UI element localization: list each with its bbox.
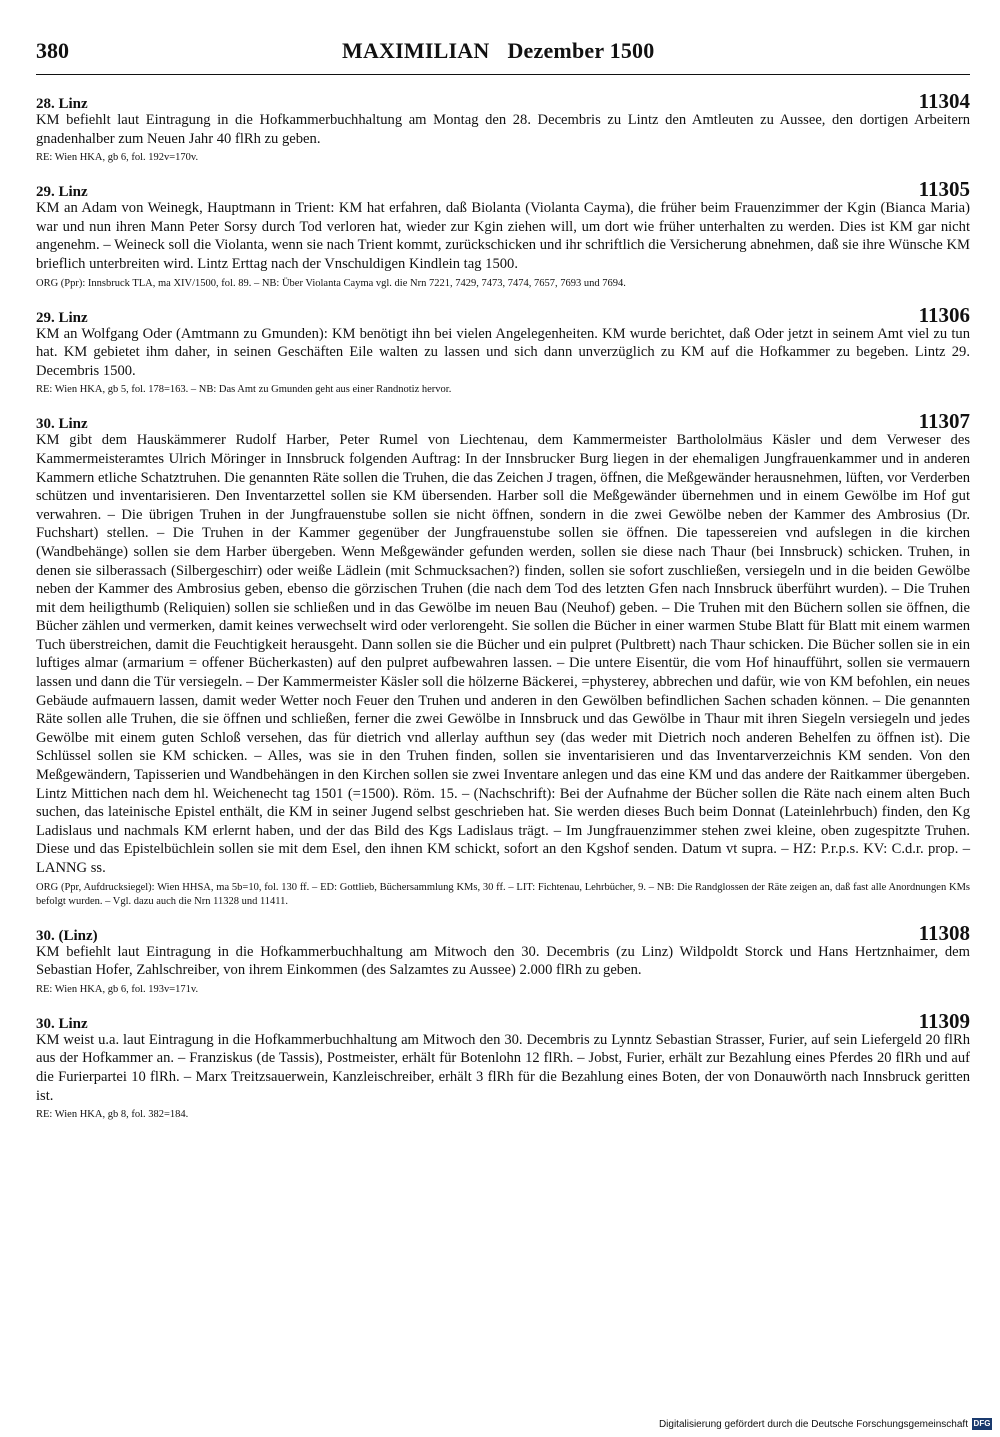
entry-source: RE: Wien HKA, gb 6, fol. 193v=171v. (36, 983, 199, 995)
entry-11306 (36, 303, 970, 398)
page-number: 380 (36, 38, 69, 63)
entry-11307 (36, 409, 970, 908)
entry-number: 11304 (918, 89, 970, 113)
entry-number: 11307 (918, 409, 970, 434)
entry-number: 11306 (918, 302, 970, 327)
entry-number: 11305 (918, 177, 970, 202)
entry-number: 11309 (918, 1008, 970, 1033)
entry-text: KM an Adam von Weinegk, Hauptmann in Trient: KM hat erfahren, daß Biolanta (Violanta Cayma), die früher beim Frauenzimmer der Kgin (Bianca Maria) war und nun ihren Mann Peter Sorsy durch Tod verloren hat, wieder zur Kgin ziehen will, um dort wie früher unterhalten zu werden. Dies ist KM gar nicht angenehm. – Weineck soll die Violanta, wenn sie nach Trient kommt, zurückschicken und ihr schriftlich die Versicherung abnehmen, daß sie ihre Wünsche KM brieflich unterbreiten wird. Lintz Erttag nach der Vnschuldigen Kindlein tag 1500. (36, 200, 970, 272)
page-header (36, 38, 970, 75)
entry-date-place: 30. Linz (36, 416, 88, 433)
entry-source: RE: Wien HKA, gb 6, fol. 192v=170v. (36, 152, 199, 164)
running-title (342, 38, 654, 64)
entry-date-place: 30. Linz (36, 1015, 88, 1032)
dfg-logo-icon: DFG (973, 1419, 991, 1428)
document-page (36, 38, 970, 1134)
entry-source: ORG (Ppr, Aufdrucksiegel): Wien HHSA, ma 5b=10, fol. 130 ff. – ED: Gottlieb, Büchersammlung KMs, 30 ff. – LIT: Fichtenau, Lehrbücher, 9. – NB: Die Randglossen der Räte zeigen an, daß fast alle Anordnungen KMs befolgt wurden. – Vgl. dazu auch die Nrn 11328 und 11411. (36, 881, 970, 907)
entry-date-place: 28. Linz (36, 96, 88, 112)
entry-11309 (36, 1009, 970, 1122)
entry-source: RE: Wien HKA, gb 5, fol. 178=163. – NB: Das Amt zu Gmunden geht aus einer Randnotiz hervor. (36, 384, 452, 396)
entry-source: RE: Wien HKA, gb 8, fol. 382=184. (36, 1109, 189, 1121)
digitization-credit (659, 1418, 992, 1430)
entry-head (36, 409, 970, 434)
entry-date-place: 29. Linz (36, 309, 88, 326)
entry-11305 (36, 177, 970, 290)
entry-11304 (36, 89, 970, 165)
entry-text: KM gibt dem Hauskämmerer Rudolf Harber, Peter Rumel von Liechtenau, dem Kammermeister Barthololmäus Käsler und dem Verweser des Kammermeisteramtes Ulrich Möringer in Innsbruck folgenden Auftrag: In der Innsbrucker Burg liegen in der ehemaligen Jungfrauenkammer und in anderen Kammern etliche Schatztruhen. Die genannten Räte sollen die Truhen, die das Zeichen J tragen, öffnen, die Meßgewänder herausnehmen, lüften, vor Verderben schützen und inventarisieren. Den Inventarzettel sollen sie KM übersenden. Harber soll die Meßgewänder übernehmen und in einem Gewölbe im Hof gut verwahren. – Die übrigen Truhen in der Jungfrauenstube sollen sie nicht öffnen, sondern in die zwei Gewölbe neben der Kammer des Ambrosius (Dr. Fuchshart) stellen. – Die Truhen in der Kammer gegenüber der Jungfrauenstube sollen sie öffnen. Die tapessereien vnd aufslegen in die kirchen (Wandbehänge) sollen sie dem Harber übergeben. Wenn Meßgewänder gefunden werden, sollen sie diese nach Thaur (bei Innsbruck) schicken. Truhen, in denen sie silberassach (Silbergeschirr) oder weiße Lädlein (mit Schmucksachen?) finden, sollen sie sofort zuschließen, versiegeln und in die beiden Gewölbe neben der Kammer des Ambrosius geben, ebenso die görzischen Truhen (die nach dem Tod des letzten Gfen nach Innsbruck überführt wurden). – Die Truhen mit dem heiligthumb (Reliquien) sollen sie schließen und in das Gewölbe im neuen Bau (Neuhof) geben. – Die Truhen mit den Büchern sollen sie öffnen, die Bücher zählen und vermerken, damit keines verwechselt wird oder verlorengeht. Sie sollen die Bücher in einer warmen Stube Blatt für Blatt mit einem warmen Tuch überstreichen, damit die Feuchtigkeit herausgeht. Dann sollen sie die Bücher und ein pulpret (Pultbrett) nach Thaur schicken. Die Bücher sollen sie in ein luftiges almar (armarium = offener Bücherkasten) auf den pulpret aufbewahren lassen. – Die untere Eisentür, die vom Hof hinaufführt, sollen sie vermauern lassen und dann die Tür versiegeln. – Der Kammermeister Käsler soll die hölzerne Bäckerei, =physterey, abbrechen und dafür, wie von KM befohlen, ein neues Gebäude aufmauern lassen, damit weder Wetter noch Feuer den Truhen und anderen in den Gewölben befindlichen Sachen schaden können. – Die genannten Räte sollen alle Truhen, die sie öffnen und schließen, ferner die zwei Gewölbe in Innsbruck und das Gewölbe in Thaur mit ihren Siegeln versiegeln und jedes Gewölbe mit einem guten Schloß versehen, das für dietrich vnd allerlay aufthun sey (das weder mit Dietrich noch anderen Behelfen zu öffnen ist). Die Schlüssel sollen sie KM schicken. – Alles, was sie in den Truhen finden, sollen sie inventarisieren und das Inventarverzeichnis KM senden. Von den Meßgewändern, Tapisserien und Wandbehängen in den Kirchen sollen sie zwei Inventare anlegen und das eine KM und das andere der Raitkammer übergeben. Lintz Mittichen nach dem hl. Weichenecht tag 1501 (=1500). Röm. 15. – (Nachschrift): Bei der Aufnahme der Bücher sollen die Räte nach einem alten Buch suchen, das lateinische Epistel enthält, die KM in seiner Jugend selbst geschrieben hat. Sie werden dieses Buch beim Donnat (Lateinlehrbuch) finden, den Kg Ladislaus und nachmals KM erlernt haben, und der das Bild des Kgs Ladislaus trägt. – Im Jungfrauenzimmer stehen zwei kleine, oben zugespitzte Truhen. Diese und das Epistelbüchlein sollen sie mit dem Esel, den ihnen KM schickt, sofort an den Kgshof senden. Datum vt supra. – HZ: P.r.p.s. KV: C.d.r. prop. – LANNG ss. (36, 432, 970, 876)
entry-head (36, 921, 970, 943)
entries-list (36, 89, 970, 1122)
entry-text: KM befiehlt laut Eintragung in die Hofkammerbuchhaltung am Mitwoch den 30. Decembris (zu Linz) Wildpoldt Storck und Hans Hertznhaimer, dem Sebastian Hofer, Zahlschreiber, von ihrem Einkommen (des Salzamtes zu Aussee) 2.000 flRh zu geben. (36, 943, 970, 979)
entry-number: 11308 (918, 920, 970, 945)
entry-text: KM befiehlt laut Eintragung in die Hofkammerbuchhaltung am Montag den 28. Decembris zu Lintz den Amtleuten zu Aussee, den dortigen Arbeitern gnadenhalber zum Neuen Jahr 40 flRh zu geben. (36, 112, 970, 147)
entry-head (36, 177, 970, 202)
entry-date-place: 29. Linz (36, 184, 88, 201)
entry-11308 (36, 921, 970, 997)
running-title-date: Dezember 1500 (507, 38, 655, 63)
entry-head (36, 303, 970, 325)
entry-date-place: 30. (Linz) (36, 927, 98, 944)
entry-text: KM weist u.a. laut Eintragung in die Hofkammerbuchhaltung am Mitwoch den 30. Decembris zu Lynntz Sebastian Strasser, Furier, auf sein Liefergeld 20 flRh aus der Hofkammer an. – Franziskus (de Tassis), Postmeister, erhält für Botenlohn 12 flRh. – Jobst, Furier, erhält zur Bezahlung eines Pferdes 20 flRh und auf die Furierpartei 10 flRh. – Marx Treitzsauerwein, Kanzleischreiber, erhält 3 flRh für die Bezahlung eines Boten, der von Donauwörth nach Innsbruck geritten ist. (36, 1031, 970, 1104)
entry-text: KM an Wolfgang Oder (Amtmann zu Gmunden): KM benötigt ihn bei vielen Angelegenheiten. KM wurde berichtet, daß Oder jetzt in seinem Amt viel zu tun hat. KM gebietet ihm daher, in seinen Geschäften Eile walten zu lassen und sich dann unverzüglich zu KM auf die Hofkammer zu begeben. Lintz 29. Decembris 1500. (36, 325, 970, 379)
running-title-name: MAXIMILIAN (342, 38, 490, 63)
credit-text: Digitalisierung gefördert durch die Deutsche Forschungsgemeinschaft (658, 1418, 968, 1430)
entry-source: ORG (Ppr): Innsbruck TLA, ma XIV/1500, fol. 89. – NB: Über Violanta Cayma vgl. die Nrn 7221, 7429, 7473, 7474, 7657, 7693 und 7694. (36, 277, 626, 289)
entry-head (36, 1009, 970, 1031)
entry-head (36, 89, 970, 111)
